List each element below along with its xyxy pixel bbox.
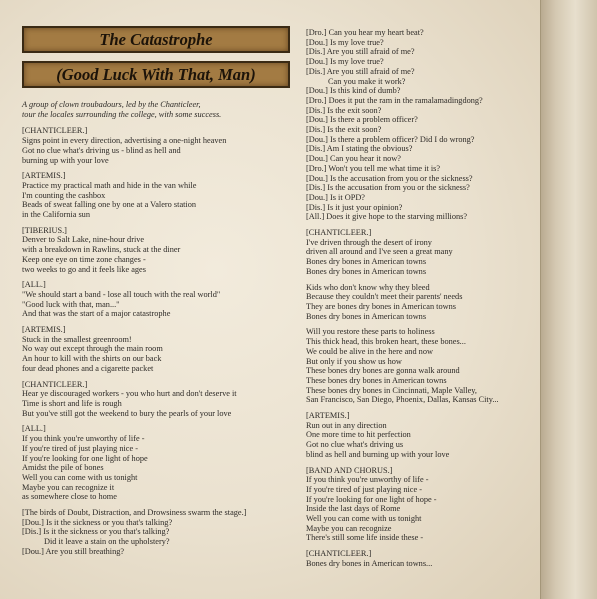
- lyric-line: [Dis.] Is the exit soon?: [306, 105, 382, 115]
- lyric-line: I'm counting the cashbox: [22, 190, 106, 200]
- lyric-line: [TIBERIUS.]: [22, 225, 67, 235]
- lyric-line: [Dis.] Are you still afraid of me?: [306, 66, 415, 76]
- lyric-line: These bones dry bones are gonna walk around: [306, 366, 460, 376]
- lyric-stanza: [22, 380, 292, 419]
- lyric-line: Maybe you can recognize: [306, 523, 392, 533]
- lyric-line: two weeks to go and it feels like ages: [22, 264, 146, 274]
- lyric-line: [Dou.] Is there a problem officer?: [306, 115, 418, 125]
- lyric-line: in the California sun: [22, 210, 90, 220]
- lyric-stanza: [306, 28, 534, 222]
- lyric-line: If you're looking for one light of hope -: [306, 494, 437, 504]
- lyric-stanza: [22, 325, 292, 374]
- lyric-line: [Dis.] Are you still afraid of me?: [306, 47, 415, 57]
- lyric-line: Run out in any direction: [306, 420, 387, 430]
- lyric-stanza: [306, 228, 534, 277]
- booklet-gutter: [540, 0, 597, 599]
- lyric-line: An hour to kill with the shirts on our back: [22, 354, 162, 364]
- lyric-line: I've driven through the desert of irony: [306, 237, 432, 247]
- lyric-line: driven all around and I've seen a great many: [306, 247, 453, 257]
- title-banner: [22, 26, 290, 53]
- lyric-line: One more time to hit perfection: [306, 430, 411, 440]
- lyric-line: Bones dry bones in American towns...: [306, 558, 433, 568]
- lyric-line: [The birds of Doubt, Distraction, and Drowsiness swarm the stage.]: [22, 508, 247, 518]
- song-subtitle: (Good Luck With That, Man): [56, 64, 256, 84]
- lyric-line: [CHANTICLEER.]: [22, 126, 88, 136]
- lyric-line: [Dis.] Is the exit soon?: [306, 125, 382, 135]
- lyric-line: They are bones dry bones in American towns: [306, 301, 456, 311]
- lyric-line: Did it leave a stain on the upholstery?: [44, 537, 170, 547]
- lyric-line: Well you can come with us tonight: [22, 472, 138, 482]
- lyric-line: blind as hell and burning up with your love: [306, 449, 450, 459]
- lyric-line: [ARTEMIS.]: [306, 411, 350, 421]
- lyric-line: Beads of sweat falling one by one at a Valero station: [22, 200, 197, 210]
- intro-text: [22, 100, 292, 119]
- lyric-line: Practice my practical math and hide in the van while: [22, 180, 197, 190]
- lyric-line: Time is short and life is rough: [22, 398, 122, 408]
- lyric-line: [Dou.] Are you still breathing?: [22, 546, 125, 556]
- lyric-line: Bones dry bones in American towns: [306, 311, 427, 321]
- lyric-line: [All.] Does it give hope to the starving millions?: [306, 212, 468, 222]
- lyric-line: Will you restore these parts to holiness: [306, 327, 435, 337]
- lyric-line: as somewhere close to home: [22, 492, 117, 502]
- lyric-line: [Dro.] Does it put the ram in the ramalamadingdong?: [306, 95, 483, 105]
- intro-line: tour the locales surrounding the college, with some success.: [22, 109, 222, 119]
- right-lyrics-column: [306, 28, 534, 575]
- lyric-line: Well you can come with us tonight: [306, 514, 422, 524]
- lyric-line: Inside the last days of Rome: [306, 504, 401, 514]
- lyric-line: Can you make it work?: [328, 76, 406, 86]
- lyric-stanza: [306, 411, 534, 460]
- song-title: The Catastrophe: [99, 29, 213, 49]
- lyric-stanza: [22, 280, 292, 319]
- lyric-line: "Good luck with that, man...": [22, 299, 120, 309]
- lyric-line: [ALL.]: [22, 424, 46, 434]
- lyric-line: "We should start a band - lose all touch with the real world": [22, 289, 221, 299]
- lyric-line: This thick head, this broken heart, these bones...: [306, 337, 466, 347]
- lyric-line: If you think you're unworthy of life -: [306, 475, 429, 485]
- lyric-line: No way out except through the main room: [22, 344, 163, 354]
- lyric-line: Keep one eye on time zone changes -: [22, 254, 146, 264]
- intro-line: A group of clown troubadours, led by the Chanticleer,: [22, 100, 201, 109]
- lyric-line: Bones dry bones in American towns: [306, 266, 427, 276]
- lyric-line: [Dis.] Am I stating the obvious?: [306, 144, 413, 154]
- lyric-line: But you've still got the weekend to bury the pearls of your love: [22, 408, 232, 418]
- lyric-stanza: [22, 226, 292, 275]
- lyric-line: And that was the start of a major catastrophe: [22, 309, 171, 319]
- lyric-line: These bones dry bones in American towns: [306, 375, 447, 385]
- lyric-line: Kids who don't know why they bleed: [306, 282, 430, 292]
- lyric-stanza: [22, 171, 292, 220]
- lyric-line: Denver to Salt Lake, nine-hour drive: [22, 235, 145, 245]
- lyric-line: [Dro.] Can you hear my heart beat?: [306, 28, 424, 37]
- lyric-line: Because they couldn't meet their parents' needs: [306, 292, 463, 302]
- lyric-line: These bones dry bones in Cincinnati, Maple Valley,: [306, 385, 477, 395]
- lyric-stanza: [22, 126, 292, 165]
- lyric-line: [Dou.] Is the accusation from you or the sickness?: [306, 173, 473, 183]
- lyric-stanza: [22, 424, 292, 502]
- lyric-line: [Dis.] Is the accusation from you or the sickness?: [306, 183, 470, 193]
- lyric-line: Amidst the pile of bones: [22, 463, 104, 473]
- lyric-line: If you're tired of just playing nice -: [306, 484, 423, 494]
- lyric-line: We could be alive in the here and now: [306, 346, 433, 356]
- lyric-line: But only if you show us how: [306, 356, 402, 366]
- lyric-line: [CHANTICLEER.]: [22, 379, 88, 389]
- lyric-line: burning up with your love: [22, 155, 109, 165]
- lyric-line: [Dis.] Is it the sickness or you that's talking?: [22, 527, 170, 537]
- lyric-line: [Dou.] Is my love true?: [306, 37, 384, 47]
- lyric-line: Maybe you can recognize it: [22, 482, 115, 492]
- subtitle-banner: [22, 61, 290, 88]
- lyric-line: [Dou.] Is this kind of dumb?: [306, 86, 401, 96]
- lyric-line: Signs point in every direction, advertising a one-night heaven: [22, 136, 227, 146]
- lyric-line: Hear ye discouraged workers - you who hurt and don't deserve it: [22, 389, 237, 399]
- lyric-line: [Dou.] Is my love true?: [306, 57, 384, 67]
- lyric-line: [Dou.] Is there a problem officer? Did I do wrong?: [306, 134, 475, 144]
- lyric-line: If you're tired of just playing nice -: [22, 443, 139, 453]
- lyric-line: [Dou.] Is it the sickness or you that's talking?: [22, 517, 173, 527]
- lyric-line: [ALL.]: [22, 280, 46, 290]
- lyric-line: Got no clue what's driving us: [306, 440, 404, 450]
- lyric-line: [ARTEMIS.]: [22, 325, 66, 335]
- lyric-stanza: [306, 327, 534, 405]
- lyric-line: There's still some life inside these -: [306, 533, 424, 543]
- lyric-line: Bones dry bones in American towns: [306, 257, 427, 267]
- lyric-line: [Dou.] Is it OPD?: [306, 192, 365, 202]
- lyric-line: If you think you're unworthy of life -: [22, 434, 145, 444]
- lyric-stanza: [306, 549, 534, 568]
- lyric-stanza: [306, 283, 534, 322]
- lyric-line: [BAND AND CHORUS.]: [306, 465, 393, 475]
- lyric-line: [ARTEMIS.]: [22, 171, 66, 181]
- lyric-line: If you're looking for one light of hope: [22, 453, 148, 463]
- lyric-stanza: [306, 466, 534, 544]
- left-lyrics-column: [22, 100, 292, 563]
- lyric-line: [Dro.] Won't you tell me what time it is?: [306, 163, 441, 173]
- lyric-stanza: [22, 508, 292, 557]
- lyric-line: San Francisco, San Diego, Phoenix, Dallas, Kansas City...: [306, 395, 499, 405]
- lyric-line: with a breakdown in Rawlins, stuck at the diner: [22, 245, 181, 255]
- lyric-line: Got no clue what's driving us - blind as hell and: [22, 145, 181, 155]
- lyric-line: [CHANTICLEER.]: [306, 549, 372, 559]
- lyric-line: [Dou.] Can you hear it now?: [306, 154, 401, 164]
- lyric-line: [CHANTICLEER.]: [306, 228, 372, 238]
- lyric-line: four dead phones and a cigarette packet: [22, 363, 154, 373]
- lyric-line: Stuck in the smallest greenroom!: [22, 334, 132, 344]
- lyric-line: [Dis.] Is it just your opinion?: [306, 202, 403, 212]
